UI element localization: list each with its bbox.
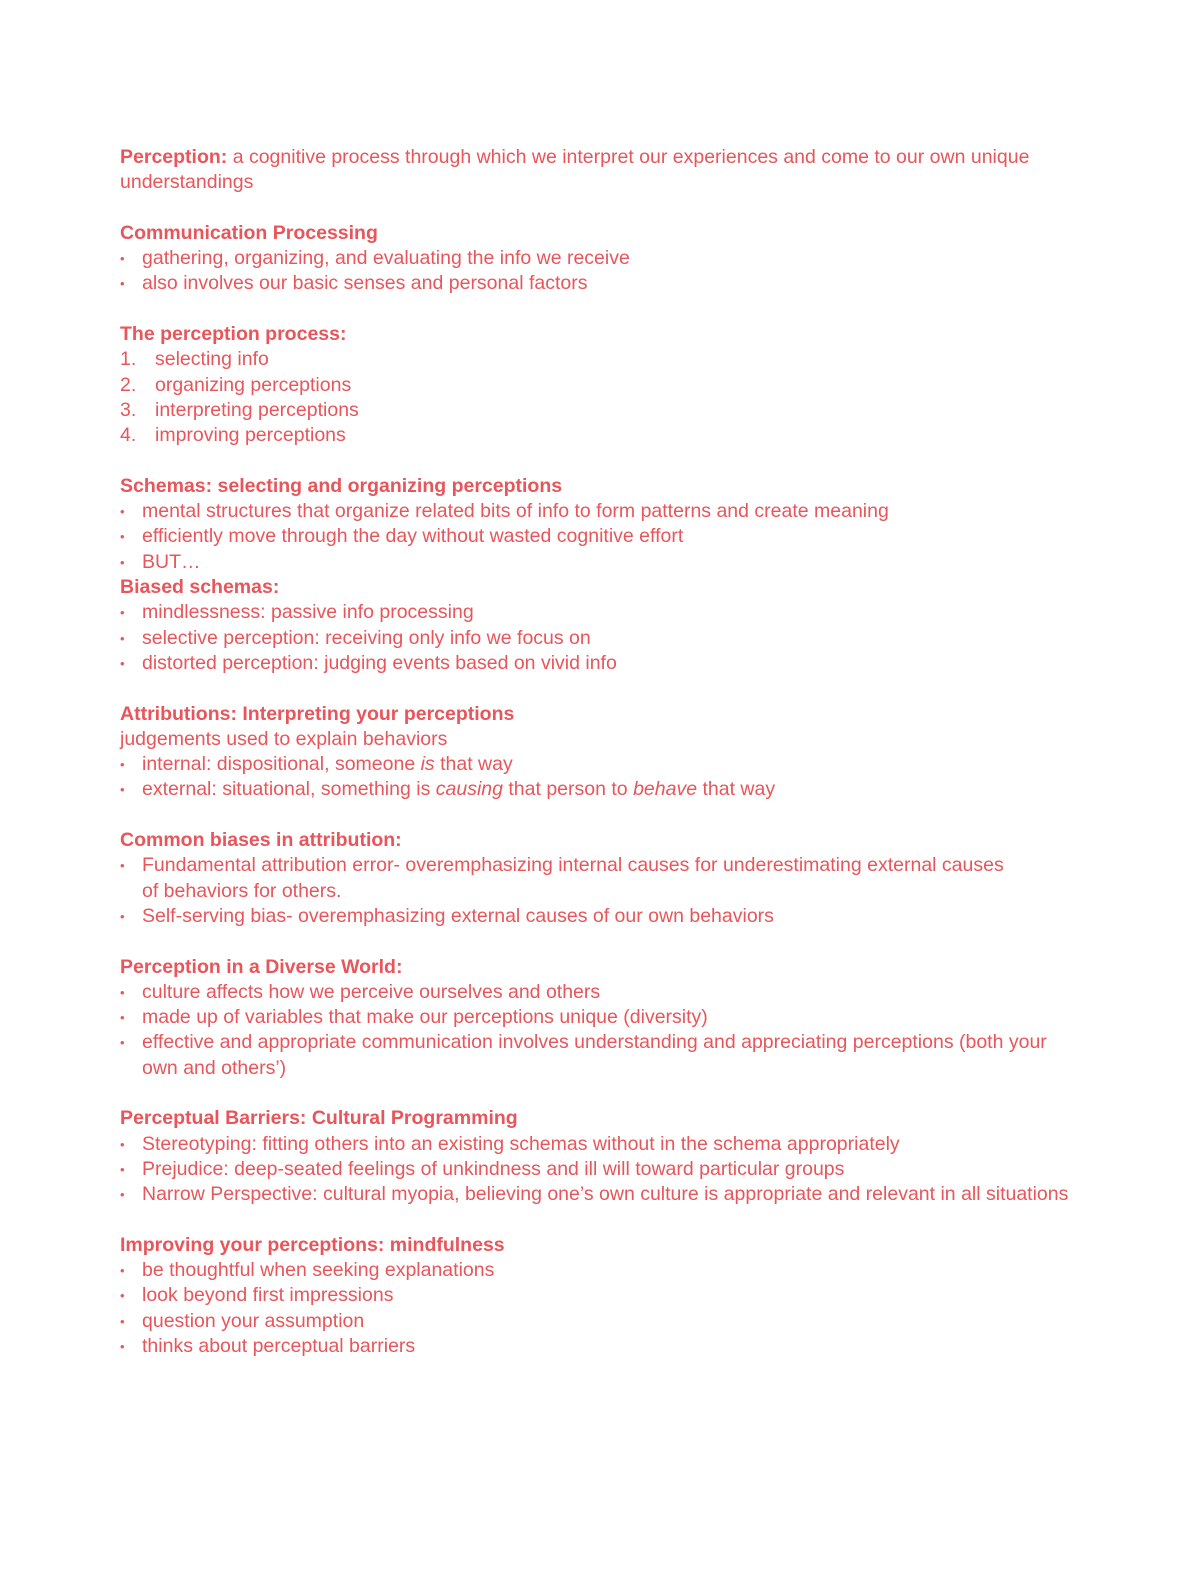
list-item: • be thoughtful when seeking explanations [120,1258,1080,1283]
bullet-icon: • [120,1313,125,1329]
bullet-icon: • [120,554,125,570]
list-item: • mental structures that organize related bits of info to form patterns and create meaning [120,499,1080,524]
diverse-world-heading: Perception in a Diverse World: [120,955,403,978]
bullet-icon: • [120,504,125,520]
attributions-list [120,752,1080,803]
list-item: • internal: dispositional, someone is that way [120,752,1080,777]
bullet-icon: • [120,251,125,267]
bullet-icon: • [120,529,125,545]
bullet-icon: • [120,630,125,646]
bullet-icon: • [120,1161,125,1177]
list-item: • Self-serving bias- overemphasizing external causes of our own behaviors [120,904,1080,929]
list-item: • efficiently move through the day without wasted cognitive effort [120,524,1080,549]
perception-definition [120,145,1080,196]
list-item: • gathering, organizing, and evaluating the info we receive [120,246,1080,271]
list-item: • culture affects how we perceive ourselves and others [120,980,1080,1005]
list-item: 4. improving perceptions [120,424,346,447]
list-item: • Fundamental attribution error- overemphasizing internal causes for underestimating external causes of behaviors for others. [120,854,1004,902]
attributions-heading: Attributions: Interpreting your perceptions [120,702,515,725]
barriers-heading: Perceptual Barriers: Cultural Programming [120,1107,518,1130]
list-item: • external: situational, something is causing that person to behave that way [120,777,1080,802]
common-biases-list [120,853,1080,929]
bullet-icon: • [120,655,125,671]
bullet-icon: • [120,1010,125,1026]
schemas-heading: Schemas: selecting and organizing perceptions [120,474,563,497]
common-biases-heading: Common biases in attribution: [120,829,402,852]
list-item: 2. organizing perceptions [120,373,352,396]
bullet-icon: • [120,1187,125,1203]
biased-schemas-heading: Biased schemas: [120,576,280,599]
barriers-list [120,1132,1080,1208]
perception-process-heading: The perception process: [120,323,347,346]
list-item: • look beyond first impressions [120,1283,1080,1308]
schemas-list [120,499,1080,575]
list-item: • question your assumption [120,1309,1080,1334]
list-item: • mindlessness: passive info processing [120,600,1080,625]
improving-list [120,1258,1080,1359]
list-item: • also involves our basic senses and personal factors [120,271,1080,296]
bullet-icon: • [120,1263,125,1279]
bullet-icon: • [120,757,125,773]
list-item: • thinks about perceptual barriers [120,1334,1080,1359]
list-item: 3. interpreting perceptions [120,398,359,421]
list-item: • effective and appropriate communication involves understanding and appreciating perceptions (both your own and others’) [120,1031,1047,1079]
perception-process-list [120,347,1080,448]
bullet-icon: • [120,276,125,292]
list-item: • Prejudice: deep-seated feelings of unkindness and ill will toward particular groups [120,1157,1080,1182]
diverse-world-list [120,980,1080,1081]
attributions-subtext: judgements used to explain behaviors [120,727,448,750]
bullet-icon: • [120,782,125,798]
list-item: • distorted perception: judging events based on vivid info [120,651,1080,676]
list-item: • selective perception: receiving only info we focus on [120,626,1080,651]
improving-heading: Improving your perceptions: mindfulness [120,1233,505,1256]
bullet-icon: • [120,858,125,874]
communication-processing-list [120,246,1080,297]
bullet-icon: • [120,984,125,1000]
bullet-icon: • [120,605,125,621]
list-item: 1. selecting info [120,348,269,371]
communication-processing-heading: Communication Processing [120,221,378,244]
bullet-icon: • [120,1136,125,1152]
list-item: • Narrow Perspective: cultural myopia, believing one’s own culture is appropriate and relevant in all situations [120,1182,1080,1207]
perception-term: Perception: [120,146,228,168]
list-item: • made up of variables that make our perceptions unique (diversity) [120,1005,1080,1030]
bullet-icon: • [120,1288,125,1304]
perception-definition-text: a cognitive process through which we interpret our experiences and come to our own unique understandings [120,146,1030,194]
bullet-icon: • [120,1035,125,1051]
document-page [120,145,1080,1359]
biased-schemas-list [120,600,1080,676]
list-item: • Stereotyping: fitting others into an existing schemas without in the schema appropriately [120,1132,1080,1157]
bullet-icon: • [120,908,125,924]
list-item: • BUT… [120,550,1080,575]
bullet-icon: • [120,1338,125,1354]
